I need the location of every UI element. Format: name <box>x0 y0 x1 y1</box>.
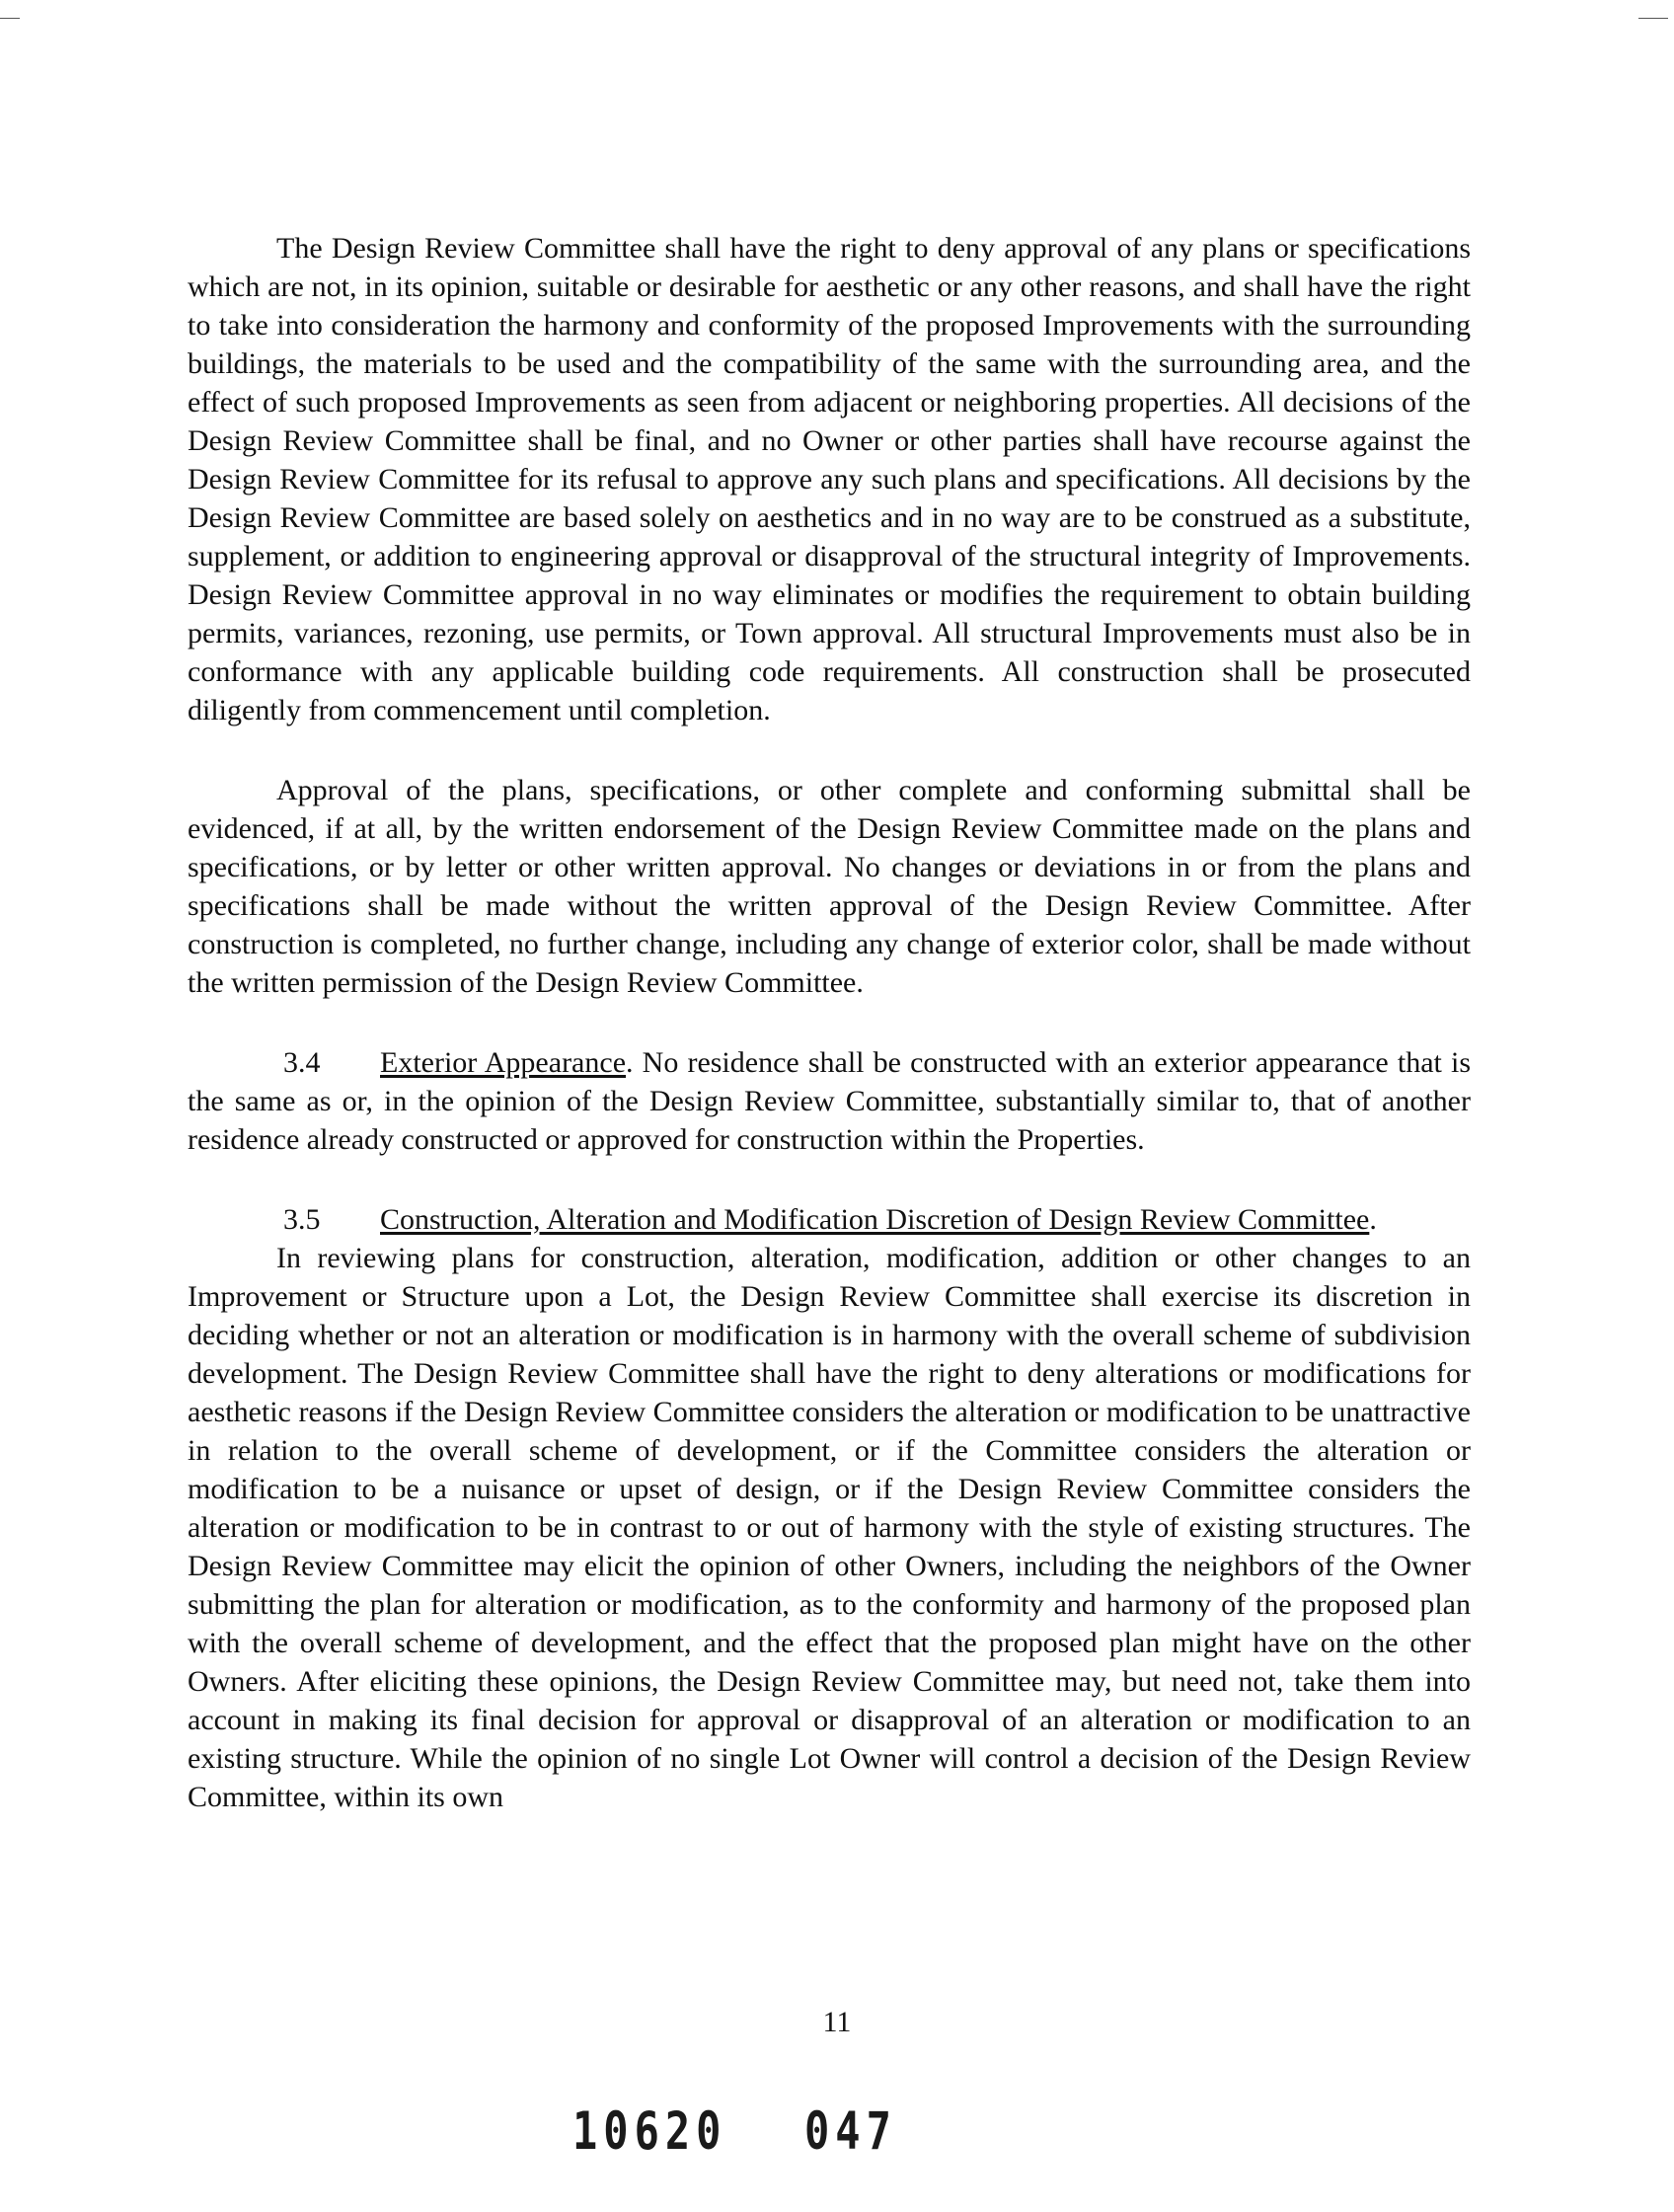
scan-edge-mark-left <box>0 18 20 19</box>
section-3-5-text: In reviewing plans for construction, alteration, modification, addition or other changes to an Improvement or Structure upon a Lot, the Design Review Committee shall exercise its discretion in deciding whether or not an alteration or modification is in harmony with the overall scheme of subdivision development. The Design Review Committee shall have the right to deny alterations or modifications for aesthetic reasons if the Design Review Committee considers the alteration or modification to be unattractive in relation to the overall scheme of development, or if the Committee considers the alteration or modification to be a nuisance or upset of design, or if the Design Review Committee considers the alteration or modification to be in contrast to or out of harmony with the style of existing structures. The Design Review Committee may elicit the opinion of other Owners, including the neighbors of the Owner submitting the plan for alteration or modification, as to the conformity and harmony of the proposed plan with the overall scheme of development, and the effect that the proposed plan might have on the other Owners. After eliciting these opinions, the Design Review Committee may, but need not, take them into account in making its final decision for approval or disapproval of an alteration or modification to an existing structure. While the opinion of no single Lot Owner will control a decision of the Design Review Committee, within its own <box>188 1242 1471 1813</box>
body-text <box>188 229 1471 1816</box>
recording-book-stamp: 10620 <box>572 2100 727 2162</box>
section-3-4-title: Exterior Appearance <box>380 1046 627 1079</box>
section-3-5-heading <box>188 1200 1471 1239</box>
scan-edge-mark-right <box>1638 18 1668 19</box>
page-number: 11 <box>822 2006 852 2038</box>
section-3-5-number: 3.5 <box>283 1203 321 1236</box>
section-3-4-text: . No residence shall be constructed with an exterior appearance that is the same as or, in the opinion of the Design Review Committee, substantially similar to, that of another residence already constructed or approved for construction within the Properties. <box>188 1046 1471 1156</box>
section-3-5-title-period: . <box>1369 1203 1377 1236</box>
paragraph-design-review-denial: The Design Review Committee shall have the right to deny approval of any plans or specifications which are not, in its opinion, suitable or desirable for aesthetic or any other reasons, and shall have the right to take into consideration the harmony and conformity of the proposed Improvements with the surrounding buildings, the materials to be used and the compatibility of the same with the surrounding area, and the effect of such proposed Improvements as seen from adjacent or neighboring properties. All decisions of the Design Review Committee shall be final, and no Owner or other parties shall have recourse against the Design Review Committee for its refusal to approve any such plans and specifications. All decisions by the Design Review Committee are based solely on aesthetics and in no way are to be construed as a substitute, supplement, or addition to engineering approval or disapproval of the structural integrity of Improvements. Design Review Committee approval in no way eliminates or modifies the requirement to obtain building permits, variances, rezoning, use permits, or Town approval. All structural Improvements must also be in conformance with any applicable building code requirements. All construction shall be prosecuted diligently from commencement until completion. <box>188 232 1471 726</box>
section-3-5-title: Construction, Alteration and Modification Discretion of Design Review Committee <box>380 1203 1370 1236</box>
section-3-4-number: 3.4 <box>283 1046 321 1079</box>
paragraph-approval-evidence: Approval of the plans, specifications, or other complete and conforming submittal shall be evidenced, if at all, by the written endorsement of the Design Review Committee made on the plans and specifications, or by letter or other written approval. No changes or deviations in or from the plans and specifications shall be made without the written approval of the Design Review Committee. After construction is completed, no further change, including any change of exterior color, shall be made without the written permission of the Design Review Committee. <box>188 774 1471 999</box>
recording-page-stamp: 047 <box>804 2100 897 2162</box>
section-3-4 <box>188 1043 1471 1159</box>
